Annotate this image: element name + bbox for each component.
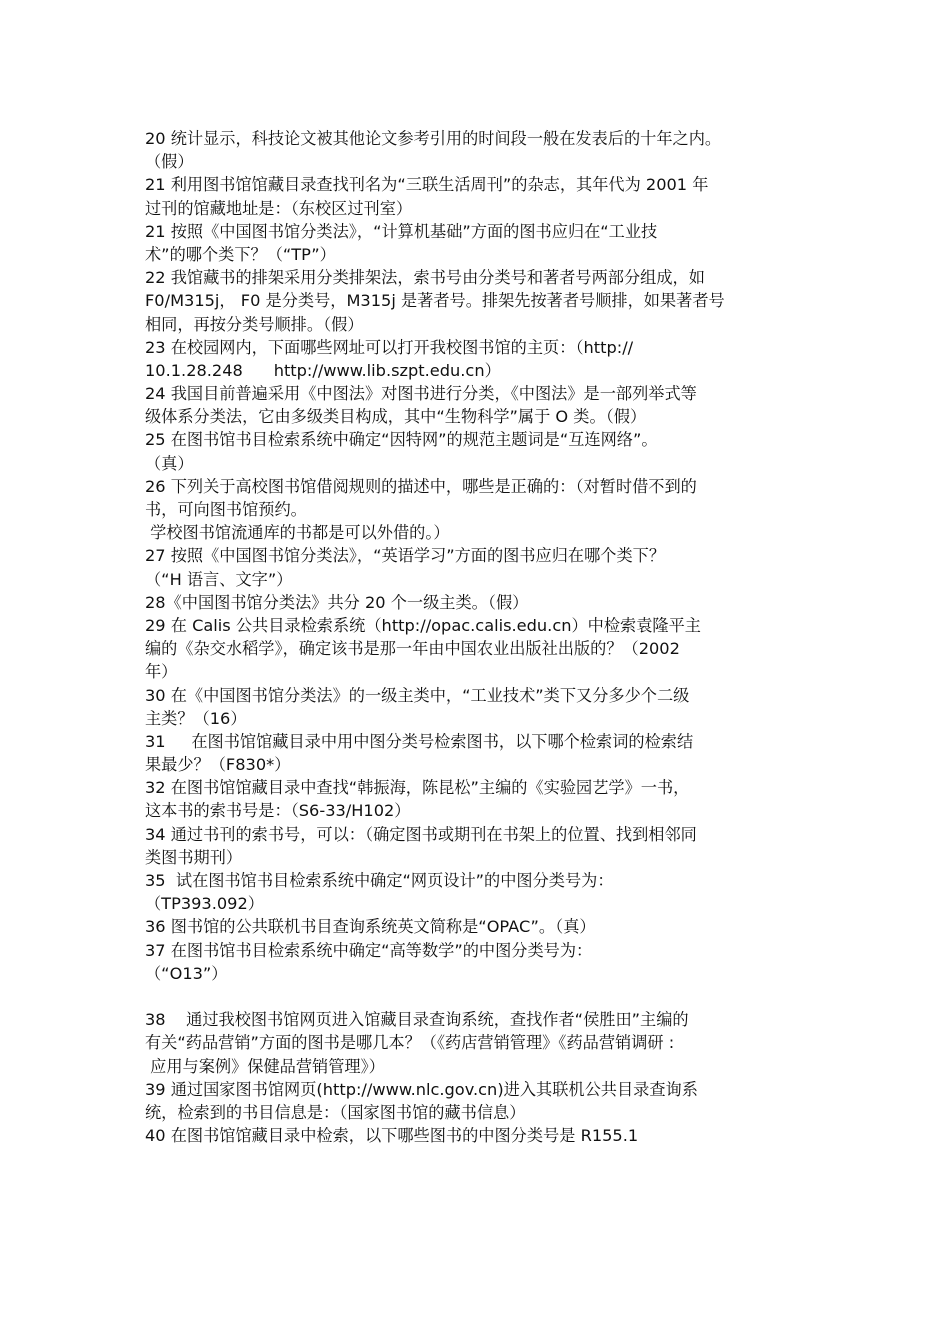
text-line: 统，检索到的书目信息是：（国家图书馆的藏书信息）: [145, 1102, 526, 1122]
text-line: （“O13”）: [145, 963, 228, 983]
text-line: 35 试在图书馆书目检索系统中确定“网页设计”的中图分类号为：: [145, 871, 614, 890]
text-line: 25 在图书馆书目检索系统中确定“因特网”的规范主题词是“互连网络”。: [145, 430, 658, 450]
text-line: 级体系分类法，它由多级类目构成，其中“生物科学”属于 O 类。（假）: [145, 407, 647, 427]
text-line: 应用与案例》保健品营销管理》）: [145, 1056, 385, 1076]
text-line: F0/M315j， F0 是分类号，M315j 是著者号。排架先按著者号顺排，如果著者号: [145, 291, 725, 311]
text-line: 21 按照《中国图书馆分类法》，“计算机基础”方面的图书应归在“工业技: [145, 221, 658, 241]
text-line: 29 在 Calis 公共目录检索系统（http://opac.calis.edu.cn）中检索袁隆平主: [145, 615, 701, 635]
document-body: [145, 127, 835, 1147]
text-line: 23 在校园网内，下面哪些网址可以打开我校图书馆的主页：（http://: [145, 337, 634, 357]
text-line: 术”的哪个类下？（“TP”）: [145, 244, 336, 264]
text-line: 40 在图书馆馆藏目录中检索，以下哪些图书的中图分类号是 R155.1: [145, 1126, 639, 1146]
text-line: （假）: [145, 152, 194, 172]
text-line: （“H 语言、文字”）: [145, 569, 293, 589]
text-line: 20 统计显示，科技论文被其他论文参考引用的时间段一般在发表后的十年之内。: [145, 129, 722, 148]
text-line: 书，可向图书馆预约。: [145, 500, 307, 519]
text-line: 37 在图书馆书目检索系统中确定“高等数学”的中图分类号为：: [145, 940, 593, 960]
text-line: 36 图书馆的公共联机书目查询系统英文简称是“OPAC”。（真）: [145, 917, 596, 937]
text-line: 39 通过国家图书馆网页(http://www.nlc.gov.cn)进入其联机公共目录查询系: [145, 1079, 698, 1099]
text-line: 学校图书馆流通库的书都是可以外借的。）: [145, 523, 450, 543]
text-line: 38 通过我校图书馆网页进入馆藏目录查询系统，查找作者“侯胜田”主编的: [145, 1010, 689, 1030]
text-line: 年）: [145, 662, 178, 682]
text-line: 主类？（16）: [145, 708, 247, 728]
text-line: 22 我馆藏书的排架采用分类排架法，索书号由分类号和著者号两部分组成，如: [145, 268, 705, 288]
text-line: 有关“药品营销”方面的图书是哪几本？（《药店营销管理》《药品营销调研 :: [145, 1033, 675, 1053]
text-line: 30 在《中国图书馆分类法》的一级主类中，“工业技术”类下又分多少个二级: [145, 685, 690, 705]
text-line: 相同，再按分类号顺排。（假）: [145, 314, 364, 334]
text-line: 编的《杂交水稻学》，确定该书是那一年由中国农业出版社出版的？（2002: [145, 639, 680, 659]
text-line: 24 我国目前普遍采用《中图法》对图书进行分类，《中图法》是一部列举式等: [145, 384, 697, 404]
text-line: 32 在图书馆馆藏目录中查找“韩振海，陈昆松”主编的《实验园艺学》一书，: [145, 778, 690, 798]
text-line: 34 通过书刊的索书号，可以：（确定图书或期刊在书架上的位置、找到相邻同: [145, 824, 697, 844]
text-line: 28《中国图书馆分类法》共分 20 个一级主类。（假）: [145, 592, 529, 612]
text-line: 26 下列关于高校图书馆借阅规则的描述中，哪些是正确的：（对暂时借不到的: [145, 476, 697, 496]
text-line: 21 利用图书馆馆藏目录查找刊名为“三联生活周刊”的杂志，其年代为 2001 年: [145, 175, 709, 195]
text-line: 27 按照《中国图书馆分类法》，“英语学习”方面的图书应归在哪个类下？: [145, 546, 666, 566]
blank-line: [145, 985, 835, 1008]
text-line: （TP393.092）: [145, 894, 264, 914]
text-line: 31 在图书馆馆藏目录中用中图分类号检索图书，以下哪个检索词的检索结: [145, 731, 694, 751]
text-line: 这本书的索书号是：（S6-33/H102）: [145, 801, 411, 821]
text-line: 过刊的馆藏地址是：（东校区过刊室）: [145, 198, 413, 218]
text-line: 类图书期刊）: [145, 847, 243, 867]
text-line: （真）: [145, 453, 194, 473]
text-line: 10.1.28.248 http://www.lib.szpt.edu.cn）: [145, 360, 501, 380]
text-line: 果最少？（F830*）: [145, 755, 291, 775]
